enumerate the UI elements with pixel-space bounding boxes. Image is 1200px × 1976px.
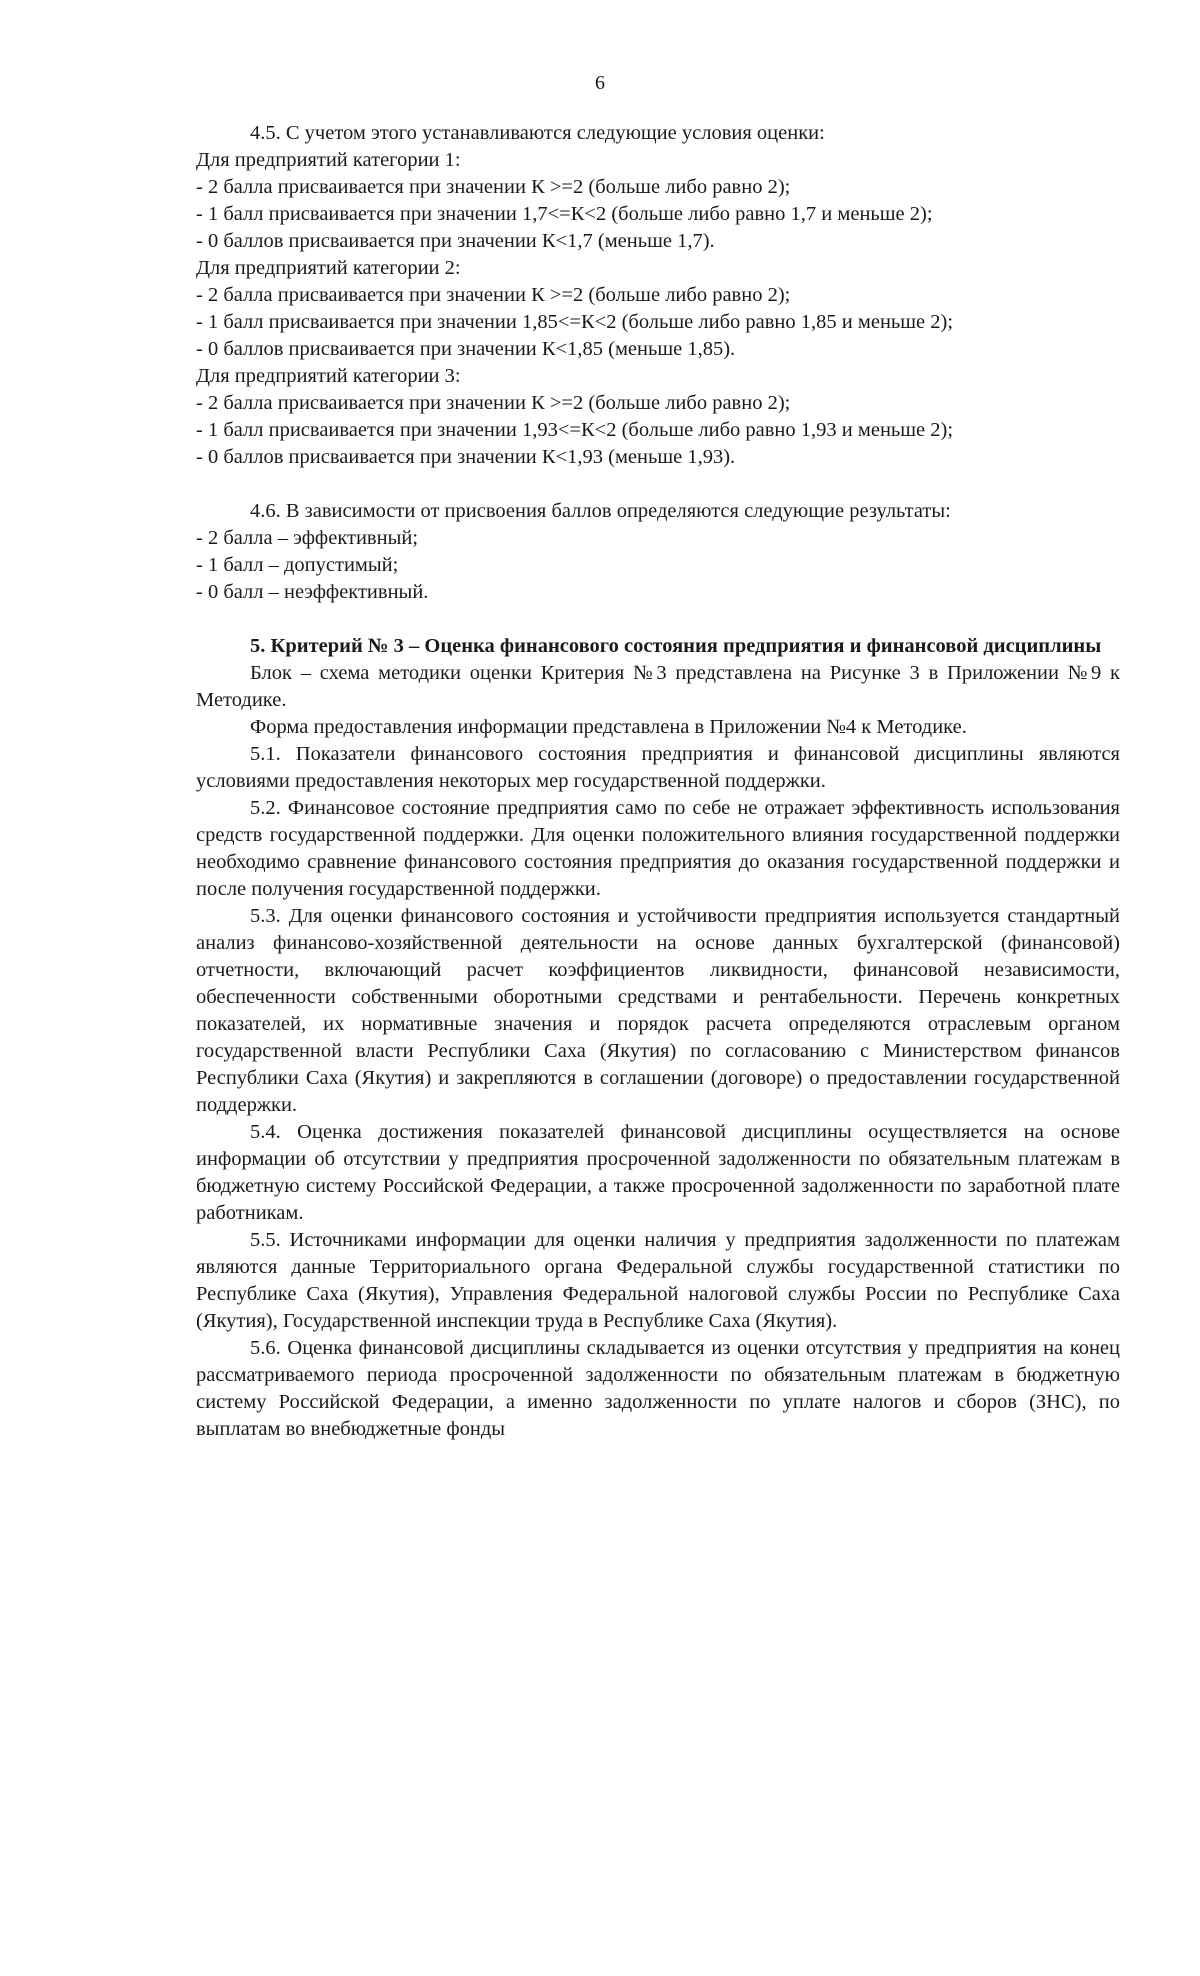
category-3-condition: - 0 баллов присваивается при значении К<1,93 (меньше 1,93). — [196, 446, 736, 468]
category-2-condition: - 1 балл присваивается при значении 1,85<=К<2 (больше либо равно 1,85 и меньше 2); — [196, 311, 954, 333]
category-3-title: Для предприятий категории 3: — [196, 365, 461, 387]
result-item: - 1 балл – допустимый; — [196, 554, 399, 576]
paragraph-5-4: 5.4. Оценка достижения показателей финансовой дисциплины осуществляется на основе информации об отсутствии у предприятия просроченной задолженности по обязательным платежам в бюджетную систему Российской Федерации, а также просроченной задолженности по заработной плате работникам. — [196, 1121, 1120, 1224]
page-number: 6 — [595, 72, 605, 94]
category-1-condition: - 2 балла присваивается при значении К >=2 (больше либо равно 2); — [196, 176, 791, 198]
result-item: - 2 балла – эффективный; — [196, 527, 419, 549]
section-5-heading: 5. Критерий № 3 – Оценка финансового состояния предприятия и финансовой дисциплины — [250, 635, 1102, 657]
paragraph-5-1: 5.1. Показатели финансового состояния предприятия и финансовой дисциплины являются условиями предоставления некоторых мер государственной поддержки. — [196, 743, 1120, 792]
block-scheme-paragraph: Блок – схема методики оценки Критерия №3 представлена на Рисунке 3 в Приложении №9 к Методике. — [196, 662, 1120, 711]
paragraph-5-3: 5.3. Для оценки финансового состояния и устойчивости предприятия используется стандартный анализ финансово-хозяйственной деятельности на основе данных бухгалтерской (финансовой) отчетности, включающий расчет коэффициентов ликвидности, финансовой независимости, обеспеченности собственными оборотными средствами и рентабельности. Перечень конкретных показателей, их нормативные значения и порядок расчета определяются отраслевым органом государственной власти Республики Саха (Якутия) по согласованию с Министерством финансов Республики Саха (Якутия) и закрепляются в соглашении (договоре) о предоставлении государственной поддержки. — [196, 905, 1120, 1116]
category-1-condition: - 0 баллов присваивается при значении К<1,7 (меньше 1,7). — [196, 230, 715, 252]
paragraph-5-2: 5.2. Финансовое состояние предприятия само по себе не отражает эффективность использования средств государственной поддержки. Для оценки положительного влияния государственной поддержки необходимо сравнение финансового состояния предприятия до оказания государственной поддержки и после получения государственной поддержки. — [196, 797, 1120, 900]
section-4-6-intro: 4.6. В зависимости от присвоения баллов определяются следующие результаты: — [250, 500, 951, 522]
category-3-condition: - 1 балл присваивается при значении 1,93<=К<2 (больше либо равно 1,93 и меньше 2); — [196, 419, 954, 441]
paragraph-5-5: 5.5. Источниками информации для оценки наличия у предприятия задолженности по платежам являются данные Территориального органа Федеральной службы государственной статистики по Республике Саха (Якутия), Управления Федеральной налоговой службы России по Республике Саха (Якутия), Государственной инспекции труда в Республике Саха (Якутия). — [196, 1229, 1120, 1332]
document-body — [196, 120, 1120, 1443]
category-2-condition: - 2 балла присваивается при значении К >=2 (больше либо равно 2); — [196, 284, 791, 306]
category-1-condition: - 1 балл присваивается при значении 1,7<=К<2 (больше либо равно 1,7 и меньше 2); — [196, 203, 933, 225]
paragraph-5-6: 5.6. Оценка финансовой дисциплины складывается из оценки отсутствия у предприятия на конец рассматриваемого периода просроченной задолженности по обязательным платежам в бюджетную систему Российской Федерации, а именно задолженности по уплате налогов и сборов (ЗНС), по выплатам во внебюджетные фонды — [196, 1337, 1120, 1440]
form-paragraph: Форма предоставления информации представлена в Приложении №4 к Методике. — [250, 716, 967, 738]
result-item: - 0 балл – неэффективный. — [196, 581, 429, 603]
category-3-condition: - 2 балла присваивается при значении К >=2 (больше либо равно 2); — [196, 392, 791, 414]
category-2-title: Для предприятий категории 2: — [196, 257, 461, 279]
section-4-5-intro: 4.5. С учетом этого устанавливаются следующие условия оценки: — [250, 122, 825, 144]
category-1-title: Для предприятий категории 1: — [196, 149, 461, 171]
category-2-condition: - 0 баллов присваивается при значении К<1,85 (меньше 1,85). — [196, 338, 736, 360]
